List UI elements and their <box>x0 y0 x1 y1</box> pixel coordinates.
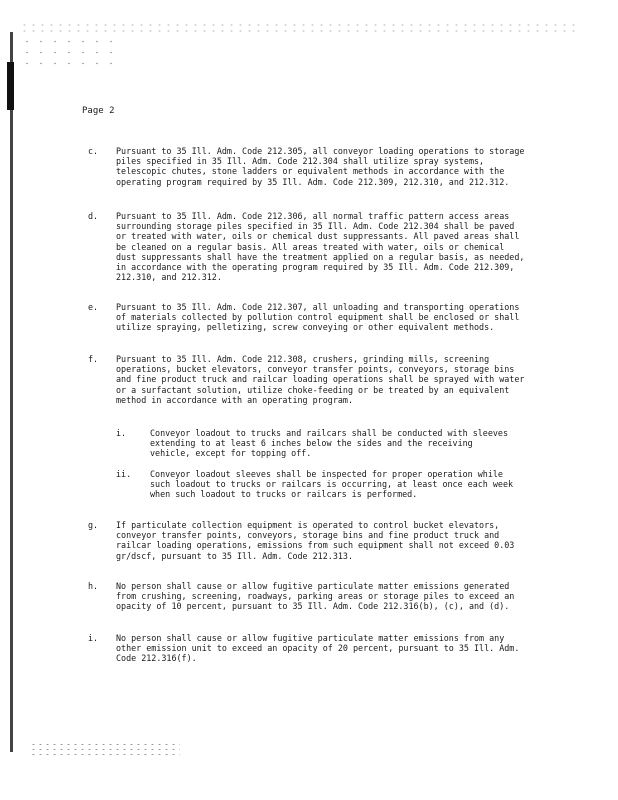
paragraph-marker: h. <box>88 581 99 591</box>
paragraph-marker: d. <box>88 211 99 221</box>
paragraph-text: Pursuant to 35 Ill. Adm. Code 212.307, all unloading and transporting operations of materials collected by pollution control equipment shall be enclosed or shall utilize spraying, pelletizing, screw conveying or other equivalent methods. <box>116 302 520 333</box>
paragraph-text: Pursuant to 35 Ill. Adm. Code 212.306, all normal traffic pattern access areas surrounding storage piles specified in 35 Ill. Adm. Code 212.304 shall be paved or treated with water, oils or chemical dust suppressants. All paved areas shall be cleaned on a regular basis. All areas treated with water, oils or chemical dust suppressants shall have the treatment applied on a regular basis, as needed, in accordance with the operating program required by 35 Ill. Adm. Code 212.309, 212.310, and 212.312. <box>116 211 525 283</box>
paragraph-i <box>88 633 528 664</box>
paragraph-text: No person shall cause or allow fugitive particulate matter emissions generated from crushing, screening, roadways, parking areas or storage piles to exceed an opacity of 10 percent, pursuant to 35 Ill. Adm. Code 212.316(b), (c), and (d). <box>116 581 515 612</box>
paragraph-text: Pursuant to 35 Ill. Adm. Code 212.305, all conveyor loading operations to storage piles specified in 35 Ill. Adm. Code 212.304 shall utilize spray systems, telescopic chutes, stone ladders or equivalent methods in accordance with the operating program required by 35 Ill. Adm. Code 212.309, 212.310, and 212.312. <box>116 146 525 187</box>
paragraph-f <box>88 354 528 405</box>
paragraph-marker: e. <box>88 302 99 312</box>
paragraph-d <box>88 211 528 282</box>
scan-edge-mark <box>7 62 14 110</box>
paragraph-marker: i. <box>88 633 99 643</box>
scan-noise-footer <box>30 742 180 756</box>
paragraph-g <box>88 520 528 561</box>
subparagraph-marker: ii. <box>116 469 132 479</box>
subparagraph-text: Conveyor loadout to trucks and railcars shall be conducted with sleeves extending to at least 6 inches below the sides and the receiving vehicle, except for topping off. <box>150 428 508 459</box>
paragraph-text: No person shall cause or allow fugitive particulate matter emissions from any other emission unit to exceed an opacity of 20 percent, pursuant to 35 Ill. Adm. Code 212.316(f). <box>116 633 520 664</box>
subparagraph-ii <box>116 469 516 500</box>
paragraph-marker: f. <box>88 354 99 364</box>
page-number: Page 2 <box>82 106 115 116</box>
paragraph-text: Pursuant to 35 Ill. Adm. Code 212.308, crushers, grinding mills, screening operations, bucket elevators, conveyor transfer points, conveyors, storage bins and fine product truck and railcar loading operations shall be sprayed with water or a surfactant solution, utilize choke-feeding or be treated by an equivalent method in accordance with an operating program. <box>116 354 525 405</box>
subparagraph-marker: i. <box>116 428 127 438</box>
paragraph-c <box>88 146 528 187</box>
scan-edge <box>10 32 13 752</box>
paragraph-h <box>88 581 528 612</box>
scan-noise-header <box>20 22 580 34</box>
paragraph-text: If particulate collection equipment is operated to control bucket elevators, conveyor transfer points, conveyors, storage bins and fine product truck and railcar loading operations, emissions from such equipment shall not exceed 0.03 gr/dscf, pursuant to 35 Ill. Adm. Code 212.313. <box>116 520 515 561</box>
paragraph-marker: g. <box>88 520 99 530</box>
subparagraph-i <box>116 428 516 459</box>
paragraph-e <box>88 302 528 333</box>
subparagraph-text: Conveyor loadout sleeves shall be inspected for proper operation while such loadout to trucks or railcars is occurring, at least once each week when such loadout to trucks or railcars is performed. <box>150 469 514 500</box>
paragraph-marker: c. <box>88 146 99 156</box>
scan-noise-header-speckle <box>20 36 120 70</box>
